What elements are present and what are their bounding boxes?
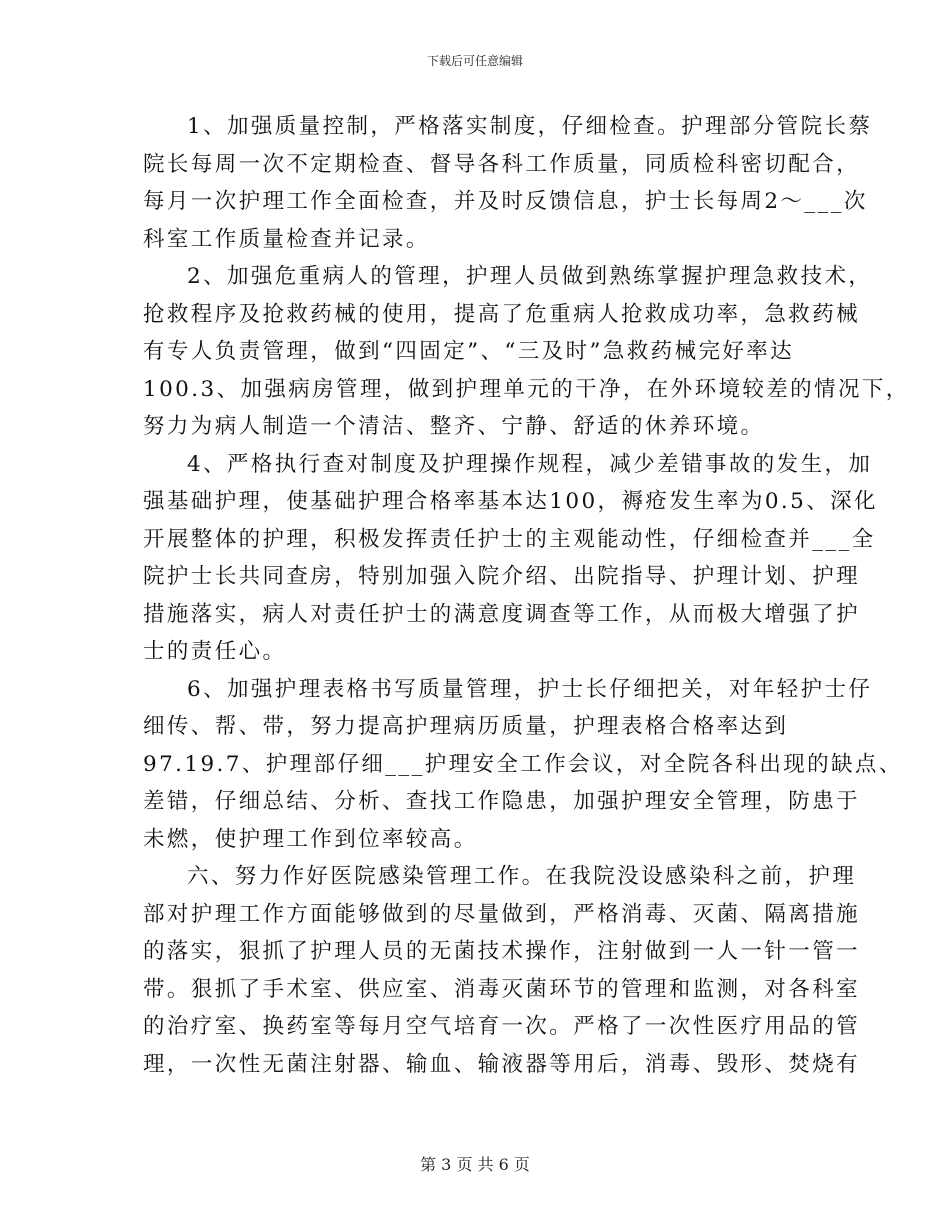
paragraph-line: 差错，仔细总结、分析、查找工作隐患，加强护理安全管理，防患于 — [143, 789, 861, 814]
paragraph-line: 六、努力作好医院感染管理工作。在我院没设感染科之前，护理 — [187, 864, 857, 889]
paragraph-line: 院长每周一次不定期检查、督导各科工作质量，同质检科密切配合， — [143, 151, 861, 177]
paragraph-line: 理，一次性无菌注射器、输血、输液器等用后，消毒、毁形、焚烧有 — [143, 1051, 861, 1077]
paragraph-line: 的落实，狠抓了护理人员的无菌技术操作，注射做到一人一针一管一 — [143, 939, 861, 964]
paragraph-line: 的治疗室、换药室等每月空气培育一次。严格了一次性医疗用品的管 — [143, 1014, 861, 1039]
paragraph-line: 97.19.7、护理部仔细___护理安全工作会议，对全院各科出现的缺点、 — [143, 751, 903, 777]
page-header: 下载后可任意编辑 — [426, 54, 523, 68]
paragraph-line: 4、严格执行查对制度及护理操作规程，减少差错事故的发生，加 — [187, 451, 873, 477]
paragraph-line: 士的责任心。 — [143, 639, 287, 664]
paragraph-line: 开展整体的护理，积极发挥责任护士的主观能动性，仔细检查并___全 — [143, 526, 876, 552]
paragraph-line: 未燃，使护理工作到位率较高。 — [143, 826, 478, 852]
page-number: 第 3 页 共 6 页 — [420, 1155, 530, 1174]
paragraph-line: 抢救程序及抢救药械的使用，提高了危重病人抢救成功率，急救药械 — [143, 301, 861, 327]
paragraph-line: 措施落实，病人对责任护士的满意度调查等工作，从而极大增强了护 — [143, 601, 861, 627]
paragraph-line: 2、加强危重病人的管理，护理人员做到熟练掌握护理急救技术， — [187, 264, 873, 289]
paragraph-line: 细传、帮、带，努力提高护理病历质量，护理表格合格率达到 — [143, 714, 789, 739]
paragraph-line: 院护士长共同查房，特别加强入院介绍、出院指导、护理计划、护理 — [143, 564, 861, 589]
paragraph-line: 科室工作质量检查并记录。 — [143, 226, 430, 252]
paragraph-line: 部对护理工作方面能够做到的尽量做到，严格消毒、灭菌、隔离措施 — [143, 901, 861, 927]
paragraph-line: 有专人负责管理，做到“四固定”、“三及时”急救药械完好率达 — [143, 339, 795, 364]
paragraph-line: 1、加强质量控制，严格落实制度，仔细检查。护理部分管院长蔡 — [187, 114, 873, 139]
paragraph-line: 100.3、加强病房管理，做到护理单元的干净，在外环境较差的情况下， — [143, 376, 910, 402]
paragraph-line: 强基础护理，使基础护理合格率基本达100，褥疮发生率为0.5、深化 — [143, 489, 878, 514]
document-body — [143, 108, 910, 1083]
paragraph-line: 每月一次护理工作全面检查，并及时反馈信息，护士长每周2～___次 — [143, 189, 868, 214]
paragraph-line: 6、加强护理表格书写质量管理，护士长仔细把关，对年轻护士仔 — [187, 676, 873, 702]
paragraph-line: 带。狠抓了手术室、供应室、消毒灭菌环节的管理和监测，对各科室 — [143, 976, 861, 1002]
paragraph-line: 努力为病人制造一个清洁、整齐、宁静、舒适的休养环境。 — [143, 414, 765, 439]
